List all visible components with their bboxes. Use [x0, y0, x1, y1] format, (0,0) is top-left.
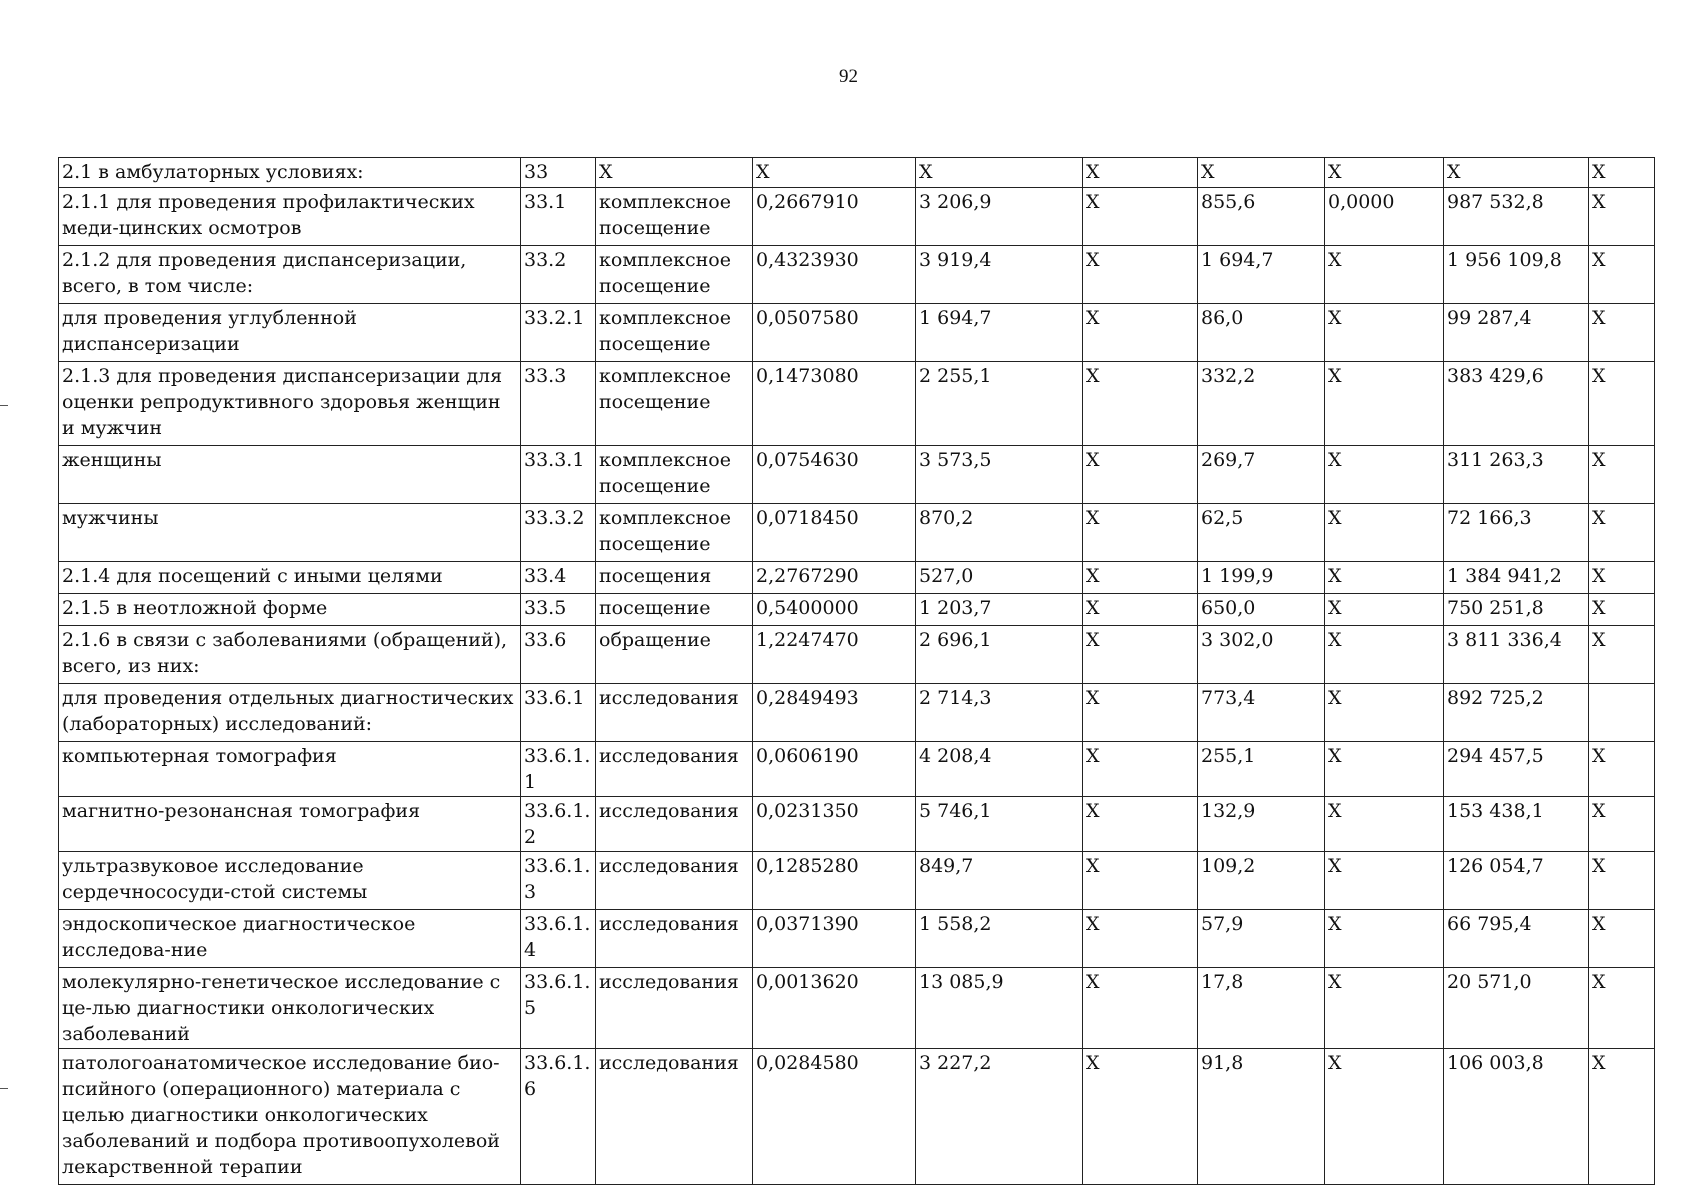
row-value-col5: 2 255,1: [916, 362, 1083, 446]
row-name-cell: компьютерная томография: [59, 742, 521, 797]
row-value-col5: 4 208,4: [916, 742, 1083, 797]
row-value-col4: 1,2247470: [753, 626, 916, 684]
row-value-col5: 1 694,7: [916, 304, 1083, 362]
row-value-col8: Х: [1325, 246, 1444, 304]
row-value-col5: 13 085,9: [916, 968, 1083, 1049]
row-value-col7: 132,9: [1198, 797, 1325, 852]
page-number: 92: [839, 66, 858, 87]
row-value-col9: 1 384 941,2: [1444, 562, 1589, 594]
row-value-col9: 99 287,4: [1444, 304, 1589, 362]
row-code-cell: 33.6.1.5: [521, 968, 596, 1049]
row-value-col4: 0,0371390: [753, 910, 916, 968]
row-code-cell: 33.6.1.1: [521, 742, 596, 797]
row-value-col8: Х: [1325, 304, 1444, 362]
row-name-cell: 2.1.5 в неотложной форме: [59, 594, 521, 626]
row-code-cell: 33.6: [521, 626, 596, 684]
row-name-cell: магнитно-резонансная томография: [59, 797, 521, 852]
row-value-col8: Х: [1325, 594, 1444, 626]
row-value-col8: Х: [1325, 684, 1444, 742]
row-value-col9: 3 811 336,4: [1444, 626, 1589, 684]
row-unit-cell: посещения: [596, 562, 753, 594]
row-code-cell: 33.2.1: [521, 304, 596, 362]
row-name-cell: 2.1 в амбулаторных условиях:: [59, 158, 521, 188]
row-value-col5: 3 919,4: [916, 246, 1083, 304]
row-value-col4: 0,2667910: [753, 188, 916, 246]
row-value-col10: Х: [1589, 594, 1655, 626]
table-row: [59, 562, 1655, 594]
row-name-cell: для проведения отдельных диагностических (лабораторных) исследований:: [59, 684, 521, 742]
row-value-col8: Х: [1325, 504, 1444, 562]
row-value-col7: 57,9: [1198, 910, 1325, 968]
row-unit-cell: комплексное посещение: [596, 446, 753, 504]
row-value-col9: 153 438,1: [1444, 797, 1589, 852]
table-row: [59, 797, 1655, 852]
table-row: [59, 910, 1655, 968]
row-unit-cell: комплексное посещение: [596, 304, 753, 362]
row-value-col5: 527,0: [916, 562, 1083, 594]
table-row: [59, 446, 1655, 504]
row-name-cell: 2.1.3 для проведения диспансеризации для оценки репродуктивного здоровья женщин и мужчин: [59, 362, 521, 446]
row-name-cell: для проведения углубленной диспансеризации: [59, 304, 521, 362]
row-value-col7: 17,8: [1198, 968, 1325, 1049]
table-row: [59, 684, 1655, 742]
row-value-col9: 311 263,3: [1444, 446, 1589, 504]
row-value-col10: Х: [1589, 742, 1655, 797]
table-row: [59, 158, 1655, 188]
row-value-col6: Х: [1083, 158, 1198, 188]
row-name-cell: 2.1.2 для проведения диспансеризации, всего, в том числе:: [59, 246, 521, 304]
row-value-col7: 650,0: [1198, 594, 1325, 626]
row-value-col6: Х: [1083, 304, 1198, 362]
row-value-col8: Х: [1325, 797, 1444, 852]
row-unit-cell: комплексное посещение: [596, 362, 753, 446]
row-unit-cell: исследования: [596, 797, 753, 852]
row-unit-cell: комплексное посещение: [596, 188, 753, 246]
row-value-col7: 773,4: [1198, 684, 1325, 742]
row-code-cell: 33.6.1.2: [521, 797, 596, 852]
table-row: [59, 304, 1655, 362]
table-row: [59, 188, 1655, 246]
row-name-cell: 2.1.6 в связи с заболеваниями (обращений), всего, из них:: [59, 626, 521, 684]
row-value-col9: 20 571,0: [1444, 968, 1589, 1049]
row-value-col9: 892 725,2: [1444, 684, 1589, 742]
row-value-col9: 750 251,8: [1444, 594, 1589, 626]
row-value-col7: 1 694,7: [1198, 246, 1325, 304]
row-value-col8: Х: [1325, 626, 1444, 684]
row-code-cell: 33.3: [521, 362, 596, 446]
row-value-col10: Х: [1589, 188, 1655, 246]
row-value-col6: Х: [1083, 188, 1198, 246]
row-name-cell: женщины: [59, 446, 521, 504]
row-value-col5: 3 573,5: [916, 446, 1083, 504]
row-value-col5: Х: [916, 158, 1083, 188]
table-row: [59, 1049, 1655, 1185]
row-unit-cell: исследования: [596, 852, 753, 910]
row-code-cell: 33.6.1: [521, 684, 596, 742]
row-value-col5: 1 558,2: [916, 910, 1083, 968]
row-value-col8: 0,0000: [1325, 188, 1444, 246]
row-code-cell: 33.2: [521, 246, 596, 304]
row-value-col6: Х: [1083, 446, 1198, 504]
row-value-col4: Х: [753, 158, 916, 188]
row-value-col4: 0,0013620: [753, 968, 916, 1049]
row-name-cell: ультразвуковое исследование сердечнососуди-стой системы: [59, 852, 521, 910]
row-value-col10: Х: [1589, 446, 1655, 504]
row-value-col4: 0,2849493: [753, 684, 916, 742]
row-value-col10: Х: [1589, 910, 1655, 968]
row-value-col5: 3 227,2: [916, 1049, 1083, 1185]
row-unit-cell: исследования: [596, 1049, 753, 1185]
row-value-col10: Х: [1589, 797, 1655, 852]
row-value-col4: 0,0507580: [753, 304, 916, 362]
row-value-col6: Х: [1083, 362, 1198, 446]
row-value-col8: Х: [1325, 910, 1444, 968]
row-value-col8: Х: [1325, 158, 1444, 188]
row-unit-cell: обращение: [596, 626, 753, 684]
row-value-col4: 0,4323930: [753, 246, 916, 304]
row-value-col8: Х: [1325, 362, 1444, 446]
row-value-col7: 332,2: [1198, 362, 1325, 446]
row-value-col6: Х: [1083, 246, 1198, 304]
row-value-col7: 855,6: [1198, 188, 1325, 246]
row-value-col10: Х: [1589, 304, 1655, 362]
row-unit-cell: Х: [596, 158, 753, 188]
row-value-col9: 383 429,6: [1444, 362, 1589, 446]
row-value-col10: Х: [1589, 852, 1655, 910]
row-value-col7: 269,7: [1198, 446, 1325, 504]
row-value-col6: Х: [1083, 968, 1198, 1049]
row-code-cell: 33.3.1: [521, 446, 596, 504]
row-name-cell: 2.1.1 для проведения профилактических меди-цинских осмотров: [59, 188, 521, 246]
row-code-cell: 33.1: [521, 188, 596, 246]
row-unit-cell: исследования: [596, 910, 753, 968]
row-code-cell: 33.4: [521, 562, 596, 594]
row-value-col4: 0,0718450: [753, 504, 916, 562]
row-value-col4: 0,1473080: [753, 362, 916, 446]
table-body: [59, 158, 1655, 1185]
row-value-col9: 106 003,8: [1444, 1049, 1589, 1185]
row-value-col8: Х: [1325, 742, 1444, 797]
scan-artifact: [0, 405, 8, 406]
row-name-cell: 2.1.4 для посещений с иными целями: [59, 562, 521, 594]
row-value-col7: 109,2: [1198, 852, 1325, 910]
row-value-col10: Х: [1589, 1049, 1655, 1185]
row-value-col8: Х: [1325, 1049, 1444, 1185]
table-row: [59, 594, 1655, 626]
row-value-col5: 2 714,3: [916, 684, 1083, 742]
row-value-col7: 1 199,9: [1198, 562, 1325, 594]
row-value-col10: Х: [1589, 158, 1655, 188]
row-value-col5: 870,2: [916, 504, 1083, 562]
row-value-col8: Х: [1325, 852, 1444, 910]
row-name-cell: патологоанатомическое исследование био-псийного (операционного) материала с целью диагностики онкологических заболеваний и подбора противоопухолевой лекарственной терапии: [59, 1049, 521, 1185]
row-value-col10: Х: [1589, 562, 1655, 594]
data-table: [58, 157, 1655, 1185]
row-value-col10: [1589, 684, 1655, 742]
row-value-col6: Х: [1083, 910, 1198, 968]
row-value-col6: Х: [1083, 504, 1198, 562]
row-value-col4: 0,1285280: [753, 852, 916, 910]
row-code-cell: 33: [521, 158, 596, 188]
row-value-col6: Х: [1083, 626, 1198, 684]
table-row: [59, 968, 1655, 1049]
row-value-col6: Х: [1083, 684, 1198, 742]
row-value-col7: 3 302,0: [1198, 626, 1325, 684]
row-value-col5: 5 746,1: [916, 797, 1083, 852]
row-value-col6: Х: [1083, 742, 1198, 797]
row-value-col10: Х: [1589, 362, 1655, 446]
row-code-cell: 33.3.2: [521, 504, 596, 562]
row-value-col5: 849,7: [916, 852, 1083, 910]
table-row: [59, 626, 1655, 684]
table-row: [59, 362, 1655, 446]
table-row: [59, 852, 1655, 910]
row-value-col7: 62,5: [1198, 504, 1325, 562]
row-value-col9: 66 795,4: [1444, 910, 1589, 968]
row-value-col10: Х: [1589, 246, 1655, 304]
row-value-col5: 2 696,1: [916, 626, 1083, 684]
table-row: [59, 742, 1655, 797]
row-value-col9: 72 166,3: [1444, 504, 1589, 562]
row-unit-cell: исследования: [596, 742, 753, 797]
row-value-col5: 1 203,7: [916, 594, 1083, 626]
row-unit-cell: комплексное посещение: [596, 246, 753, 304]
row-unit-cell: комплексное посещение: [596, 504, 753, 562]
row-name-cell: эндоскопическое диагностическое исследова-ние: [59, 910, 521, 968]
row-name-cell: молекулярно-генетическое исследование с це-лью диагностики онкологических заболеваний: [59, 968, 521, 1049]
row-value-col6: Х: [1083, 797, 1198, 852]
row-code-cell: 33.6.1.6: [521, 1049, 596, 1185]
row-value-col4: 2,2767290: [753, 562, 916, 594]
row-value-col7: Х: [1198, 158, 1325, 188]
row-code-cell: 33.6.1.3: [521, 852, 596, 910]
row-value-col9: 294 457,5: [1444, 742, 1589, 797]
row-value-col9: 1 956 109,8: [1444, 246, 1589, 304]
row-code-cell: 33.5: [521, 594, 596, 626]
row-value-col6: Х: [1083, 594, 1198, 626]
row-value-col6: Х: [1083, 562, 1198, 594]
row-value-col4: 0,0606190: [753, 742, 916, 797]
row-value-col10: Х: [1589, 968, 1655, 1049]
row-value-col4: 0,0231350: [753, 797, 916, 852]
row-value-col6: Х: [1083, 1049, 1198, 1185]
row-value-col4: 0,5400000: [753, 594, 916, 626]
row-value-col4: 0,0284580: [753, 1049, 916, 1185]
row-value-col9: 126 054,7: [1444, 852, 1589, 910]
table-row: [59, 504, 1655, 562]
row-value-col8: Х: [1325, 562, 1444, 594]
row-code-cell: 33.6.1.4: [521, 910, 596, 968]
row-value-col10: Х: [1589, 504, 1655, 562]
row-value-col6: Х: [1083, 852, 1198, 910]
row-value-col4: 0,0754630: [753, 446, 916, 504]
row-unit-cell: исследования: [596, 684, 753, 742]
row-value-col5: 3 206,9: [916, 188, 1083, 246]
row-value-col8: Х: [1325, 446, 1444, 504]
row-value-col9: Х: [1444, 158, 1589, 188]
row-value-col7: 91,8: [1198, 1049, 1325, 1185]
row-name-cell: мужчины: [59, 504, 521, 562]
row-value-col8: Х: [1325, 968, 1444, 1049]
scan-artifact: [0, 1088, 8, 1089]
table-row: [59, 246, 1655, 304]
row-value-col7: 255,1: [1198, 742, 1325, 797]
row-unit-cell: посещение: [596, 594, 753, 626]
row-unit-cell: исследования: [596, 968, 753, 1049]
row-value-col7: 86,0: [1198, 304, 1325, 362]
row-value-col10: Х: [1589, 626, 1655, 684]
row-value-col9: 987 532,8: [1444, 188, 1589, 246]
